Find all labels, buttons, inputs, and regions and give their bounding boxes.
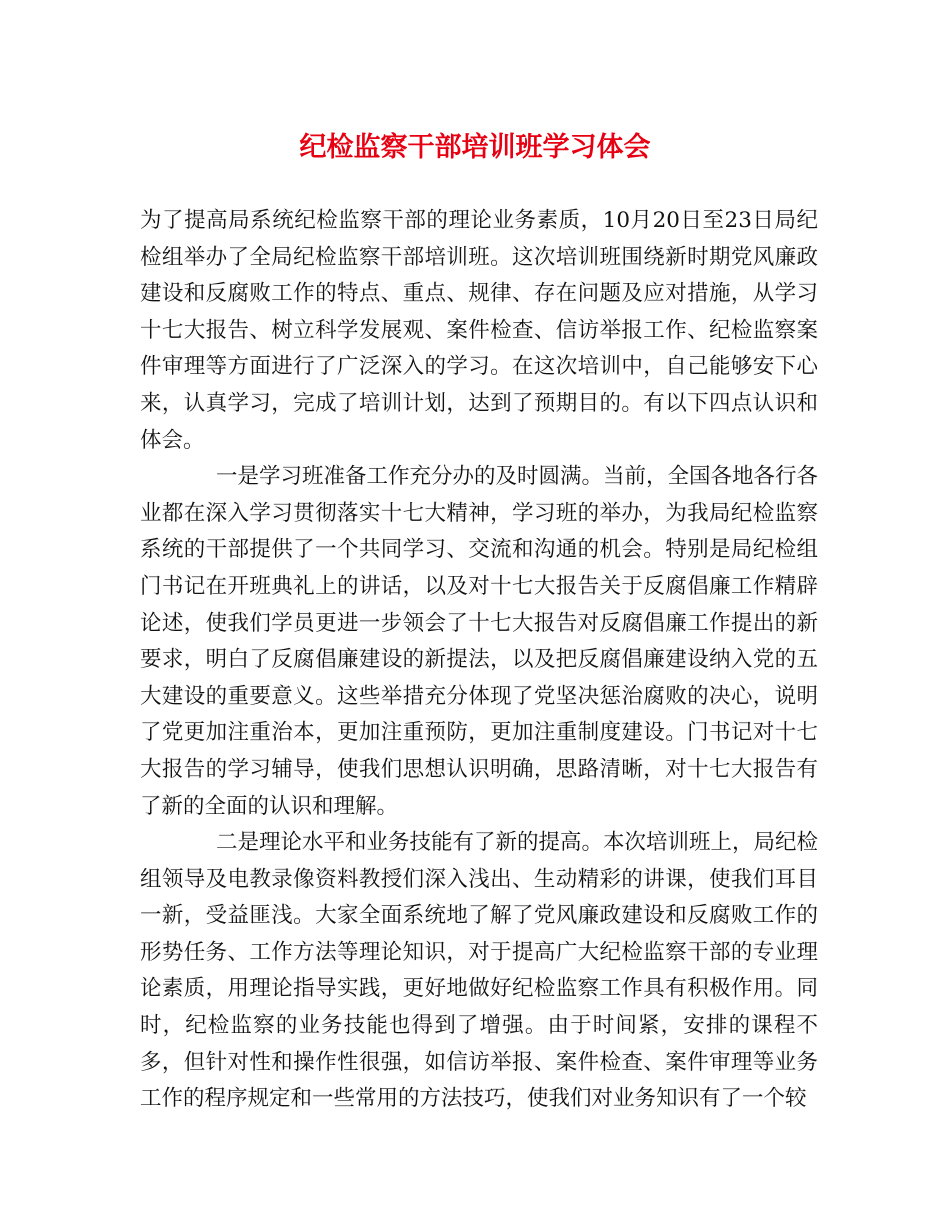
paragraph-point-one: 一是学习班准备工作充分办的及时圆满。当前，全国各地各行各业都在深入学习贯彻落实十七大精神，学习班的举办，为我局纪检监察系统的干部提供了一个共同学习、交流和沟通的机会。特别是局纪检组门书记在开班典礼上的讲话，以及对十七大报告关于反腐倡廉工作精辟论述，使我们学员更进一步领会了十七大报告对反腐倡廉工作提出的新要求，明白了反腐倡廉建设的新提法，以及把反腐倡廉建设纳入党的五大建设的重要意义。这些举措充分体现了党坚决惩治腐败的决心，说明了党更加注重治本，更加注重预防，更加注重制度建设。门书记对十七大报告的学习辅导，使我们思想认识明确，思路清晰，对十七大报告有了新的全面的认识和理解。 [140, 464, 819, 819]
document-title: 纪检监察干部培训班学习体会 [299, 132, 651, 163]
paragraph-point-two: 二是理论水平和业务技能有了新的提高。本次培训班上，局纪检组领导及电教录像资料教授们深入浅出、生动精彩的讲课，使我们耳目一新，受益匪浅。大家全面系统地了解了党风廉政建设和反腐败工作的形势任务、工作方法等理论知识，对于提高广大纪检监察干部的专业理论素质，用理论指导实践，更好地做好纪检监察工作具有积极作用。同时，纪检监察的业务技能也得到了增强。由于时间紧，安排的课程不多，但针对性和操作性很强，如信访举报、案件检查、案件审理等业务工作的程序规定和一些常用的方法技巧，使我们对业务知识有了一个较 [140, 830, 819, 1112]
paragraph-intro: 为了提高局系统纪检监察干部的理论业务素质，10月20日至23日局纪检组举办了全局纪检监察干部培训班。这次培训班围绕新时期党风廉政建设和反腐败工作的特点、重点、规律、存在问题及应对措施，从学习十七大报告、树立科学发展观、案件检查、信访举报工作、纪检监察案件审理等方面进行了广泛深入的学习。在这次培训中，自己能够安下心来，认真学习，完成了培训计划，达到了预期目的。有以下四点认识和体会。 [140, 208, 818, 453]
document-body [140, 203, 818, 1118]
